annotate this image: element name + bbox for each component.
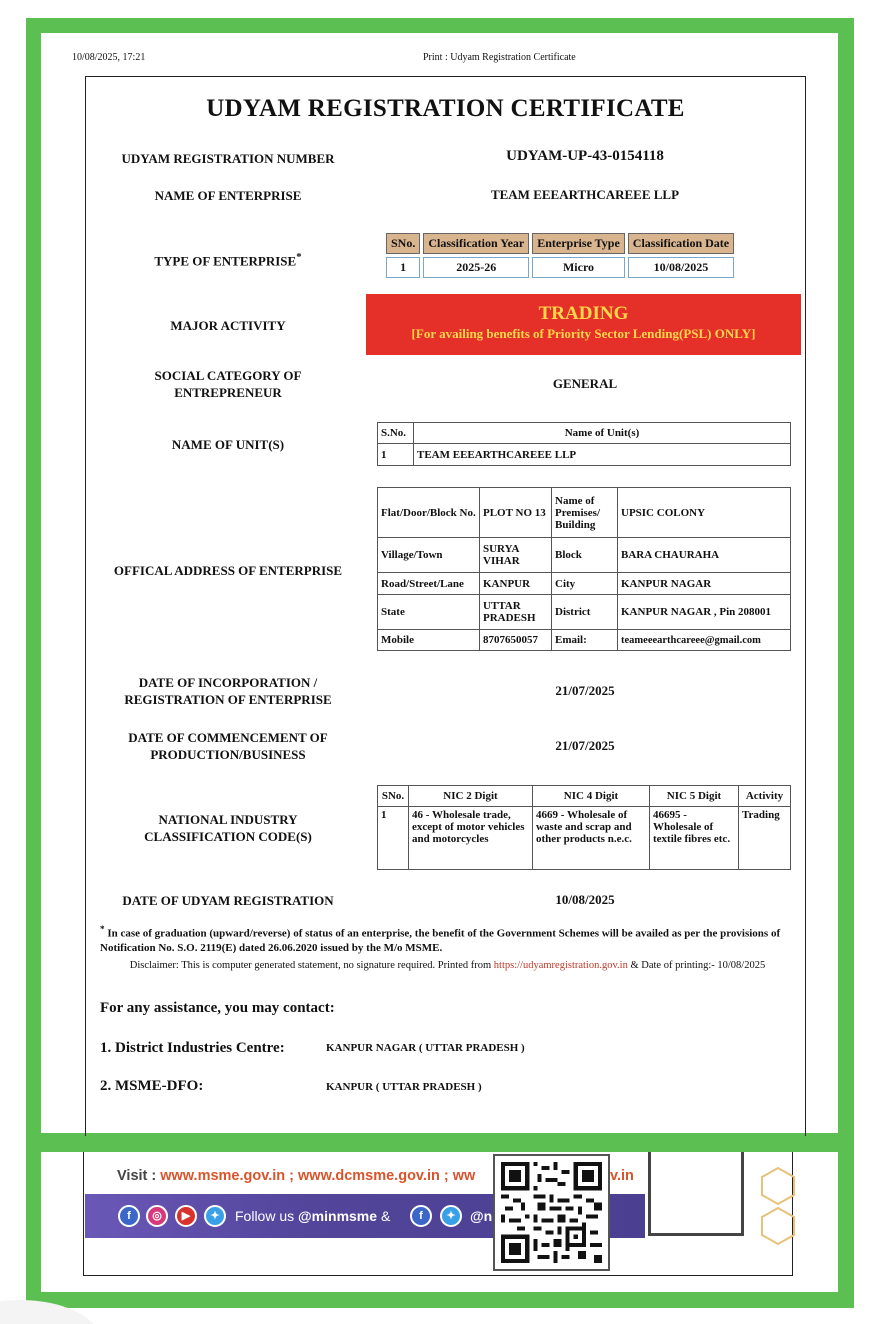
units-td-sno: 1 xyxy=(378,444,414,466)
footer-card xyxy=(648,1152,744,1236)
udyam-date: 10/08/2025 xyxy=(555,892,615,907)
nic-td-5digit: 46695 - Wholesale of textile fibres etc. xyxy=(650,807,739,870)
facebook-icon[interactable]: f xyxy=(410,1205,432,1227)
village-label: Village/Town xyxy=(378,538,480,573)
address-row xyxy=(378,488,791,538)
social-category-label: SOCIAL CATEGORY OF ENTREPRENEUR xyxy=(154,368,302,400)
units-label: NAME OF UNIT(S) xyxy=(171,437,285,452)
address-row xyxy=(378,538,791,573)
block-value: BARA CHAURAHA xyxy=(618,538,791,573)
qr-code xyxy=(493,1154,610,1271)
disclaimer-pre: Disclaimer: This is computer generated statement, no signature required. Printed from xyxy=(129,960,492,971)
disclaimer-post: & Date of printing:- 10/08/2025 xyxy=(630,960,766,971)
major-activity-label: MAJOR ACTIVITY xyxy=(170,318,286,333)
type-table-row xyxy=(386,257,734,278)
footnote xyxy=(100,922,795,955)
commencement-date: 21/07/2025 xyxy=(555,738,615,753)
instagram-icon[interactable]: ◎ xyxy=(146,1205,168,1227)
follow-text xyxy=(235,1208,390,1224)
nic-th-2digit: NIC 2 Digit xyxy=(409,786,533,807)
address-table xyxy=(377,487,791,651)
print-datetime: 10/08/2025, 17:21 xyxy=(72,52,146,63)
major-activity-note: [For availing benefits of Priority Sector Lending(PSL) ONLY] xyxy=(411,326,756,341)
visit-line xyxy=(117,1168,475,1184)
enterprise-name: TEAM EEEARTHCAREEE LLP xyxy=(490,187,680,202)
nic-table-header xyxy=(378,786,791,807)
nic-table xyxy=(377,785,791,870)
nic-td-activity: Trading xyxy=(739,807,791,870)
dic-label: 1. District Industries Centre: xyxy=(100,1040,285,1056)
type-td-date: 10/08/2025 xyxy=(628,257,734,278)
units-table xyxy=(377,422,791,466)
address-label: OFFICAL ADDRESS OF ENTERPRISE xyxy=(113,563,343,578)
certificate-title: UDYAM REGISTRATION CERTIFICATE xyxy=(206,95,685,122)
nic-th-activity: Activity xyxy=(739,786,791,807)
visit-sites[interactable]: www.msme.gov.in ; www.dcmsme.gov.in ; ww xyxy=(160,1168,476,1184)
type-td-sno: 1 xyxy=(386,257,420,278)
type-td-type: Micro xyxy=(532,257,625,278)
mobile-value: 8707650057 xyxy=(480,630,552,651)
major-activity: TRADING xyxy=(538,303,629,324)
type-asterisk: * xyxy=(296,251,302,263)
visit-tail: v.in xyxy=(610,1168,634,1184)
type-th-type: Enterprise Type xyxy=(532,233,625,254)
type-th-sno: SNo. xyxy=(386,233,420,254)
nic-th-5digit: NIC 5 Digit xyxy=(650,786,739,807)
email-value: teameeearthcareee@gmail.com xyxy=(618,630,791,651)
follow-amp: & xyxy=(380,1208,391,1224)
units-table-row xyxy=(378,444,791,466)
facebook-icon[interactable]: f xyxy=(118,1205,140,1227)
address-row xyxy=(378,595,791,630)
district-label: District xyxy=(552,595,618,630)
state-value: UTTAR PRADESH xyxy=(480,595,552,630)
major-activity-banner xyxy=(366,294,801,355)
follow-prefix: Follow us xyxy=(235,1208,295,1224)
follow-handle[interactable]: @minmsme xyxy=(298,1208,378,1224)
nic-td-4digit: 4669 - Wholesale of waste and scrap and other products n.e.c. xyxy=(533,807,650,870)
address-row xyxy=(378,630,791,651)
incorporation-label: DATE OF INCORPORATION / REGISTRATION OF ENTERPRISE xyxy=(124,675,332,707)
type-label xyxy=(100,249,356,269)
type-th-date: Classification Date xyxy=(628,233,734,254)
nic-th-sno: SNo. xyxy=(378,786,409,807)
assist-heading: For any assistance, you may contact: xyxy=(100,1000,335,1016)
print-title: Print : Udyam Registration Certificate xyxy=(423,52,576,63)
type-table xyxy=(383,230,737,281)
units-th-sno: S.No. xyxy=(378,423,414,444)
road-label: Road/Street/Lane xyxy=(378,573,480,595)
incorporation-date: 21/07/2025 xyxy=(555,683,615,698)
premises-value: UPSIC COLONY xyxy=(618,488,791,538)
footnote-text: In case of graduation (upward/reverse) of status of an enterprise, the benefit of the Government Schemes will be availed as per the provisions of Notification No. S.O. 2119(E) dated 26.06.2020 issued by the M/o MSME. xyxy=(100,927,781,954)
footnote-mark: * xyxy=(100,924,105,934)
flat-value: PLOT NO 13 xyxy=(480,488,552,538)
state-label: State xyxy=(378,595,480,630)
twitter-icon[interactable]: ✦ xyxy=(440,1205,462,1227)
nic-th-4digit: NIC 4 Digit xyxy=(533,786,650,807)
nic-table-row xyxy=(378,807,791,870)
units-table-header xyxy=(378,423,791,444)
type-th-year: Classification Year xyxy=(423,233,529,254)
flat-label: Flat/Door/Block No. xyxy=(378,488,480,538)
units-td-name: TEAM EEEARTHCAREEE LLP xyxy=(414,444,791,466)
commencement-label: DATE OF COMMENCEMENT OF PRODUCTION/BUSINESS xyxy=(128,730,328,762)
msme-value: KANPUR ( UTTAR PRADESH ) xyxy=(326,1081,482,1093)
hexagon-pattern-icon xyxy=(758,1166,798,1246)
type-td-year: 2025-26 xyxy=(423,257,529,278)
premises-label: Name of Premises/ Building xyxy=(552,488,618,538)
udyam-date-label: DATE OF UDYAM REGISTRATION xyxy=(122,893,334,908)
district-value: KANPUR NAGAR , Pin 208001 xyxy=(618,595,791,630)
village-value: SURYA VIHAR xyxy=(480,538,552,573)
dic-value: KANPUR NAGAR ( UTTAR PRADESH ) xyxy=(326,1042,525,1054)
visit-label: Visit : xyxy=(117,1168,157,1184)
city-value: KANPUR NAGAR xyxy=(618,573,791,595)
email-label: Email: xyxy=(552,630,618,651)
twitter-icon[interactable]: ✦ xyxy=(204,1205,226,1227)
type-label-text: TYPE OF ENTERPRISE xyxy=(154,253,297,269)
social-category: GENERAL xyxy=(552,376,618,391)
reg-number: UDYAM-UP-43-0154118 xyxy=(506,148,664,164)
block-label: Block xyxy=(552,538,618,573)
nic-label: NATIONAL INDUSTRY CLASSIFICATION CODE(S) xyxy=(144,812,312,844)
msme-label: 2. MSME-DFO: xyxy=(100,1078,204,1094)
youtube-icon[interactable]: ▶ xyxy=(175,1205,197,1227)
address-row xyxy=(378,573,791,595)
follow-tail xyxy=(470,1208,492,1224)
reg-number-label: UDYAM REGISTRATION NUMBER xyxy=(121,151,335,166)
nic-td-sno: 1 xyxy=(378,807,409,870)
type-table-header xyxy=(386,233,734,254)
nic-td-2digit: 46 - Wholesale trade, except of motor vehicles and motorcycles xyxy=(409,807,533,870)
disclaimer-link[interactable]: https://udyamregistration.gov.in xyxy=(493,960,628,971)
city-label: City xyxy=(552,573,618,595)
disclaimer xyxy=(100,959,795,972)
qr-code-icon xyxy=(501,1162,602,1263)
follow-tail-handle: @n xyxy=(470,1208,493,1224)
road-value: KANPUR xyxy=(480,573,552,595)
units-th-name: Name of Unit(s) xyxy=(414,423,791,444)
mobile-label: Mobile xyxy=(378,630,480,651)
enterprise-name-label: NAME OF ENTERPRISE xyxy=(154,188,302,203)
